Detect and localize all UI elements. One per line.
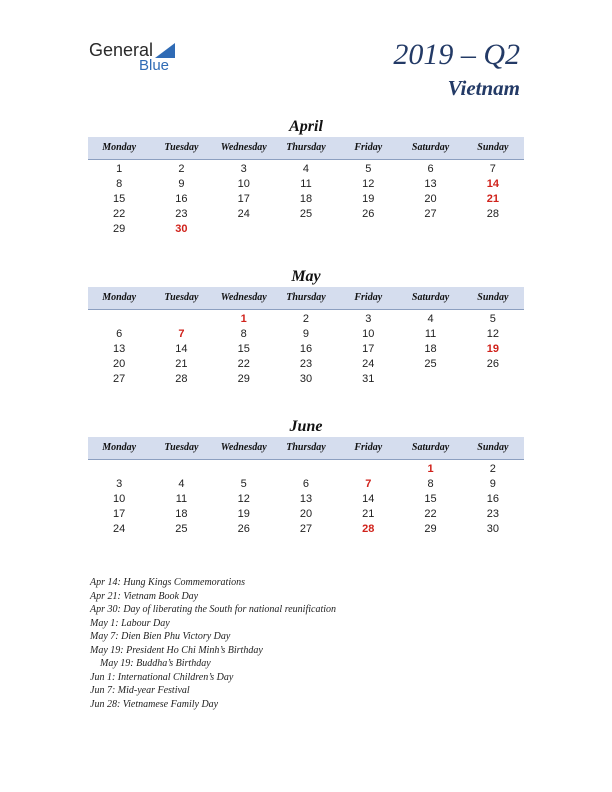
day-cell: 23 [175,208,188,220]
day-cell: 11 [424,328,437,340]
day-cell: 11 [300,178,312,190]
day-cell: 10 [362,328,375,340]
weekday-label: Tuesday [164,142,199,153]
week-row [88,312,524,327]
day-cell: 9 [178,178,185,190]
weekday-label: Saturday [411,142,450,153]
holiday-day-cell: 28 [362,523,375,535]
page-title: 2019 – Q2 [393,38,520,71]
month-title: April [289,118,323,135]
week-row [88,357,524,372]
day-cell: 3 [240,163,247,175]
day-cell: 27 [299,523,313,535]
day-cell: 13 [424,178,437,190]
day-cell [213,462,275,477]
weekday-label: Monday [102,292,137,303]
day-cell: 19 [237,508,250,520]
day-cell: 2 [302,313,310,325]
day-cell: 4 [178,478,185,490]
day-cell: 22 [113,208,126,220]
week-row [88,462,524,477]
holiday-day-cell: 21 [486,193,499,205]
day-cell [150,312,212,327]
week-row [88,327,524,342]
weekday-label: Friday [354,292,383,303]
week-row [88,342,524,357]
logo-triangle-icon [155,43,175,58]
page-subtitle: Vietnam [447,76,520,100]
holiday-day-cell: 1 [240,313,247,325]
holiday-note: Jun 7: Mid-year Festival [90,685,190,696]
weekday-label: Sunday [477,292,509,303]
week-row [88,522,524,537]
day-cell: 16 [299,343,313,355]
day-cell [337,222,399,237]
day-cell: 16 [175,193,188,205]
day-cell: 3 [365,313,372,325]
holiday-day-cell: 7 [178,328,185,340]
day-cell: 9 [302,328,310,340]
day-cell: 29 [424,523,437,535]
day-cell: 11 [175,493,188,505]
day-cell: 28 [486,208,499,220]
day-cell: 10 [237,178,250,190]
weekday-header-row [88,437,524,460]
day-cell [337,462,399,477]
holiday-day-cell: 7 [365,478,372,490]
holiday-note: May 7: Dien Bien Phu Victory Day [90,631,231,642]
holiday-day-cell: 30 [175,223,188,235]
day-cell: 6 [116,328,123,340]
holiday-note: May 19: Buddha’s Birthday [100,658,211,669]
day-cell: 26 [486,358,499,370]
day-cell: 13 [299,493,313,505]
holiday-note: Jun 1: International Children’s Day [90,671,234,683]
day-cell: 4 [427,313,434,325]
holiday-note: Apr 30: Day of liberating the South for national reunification [90,604,337,615]
day-cell: 15 [237,343,250,355]
day-cell: 29 [113,223,126,235]
day-cell: 20 [424,193,437,205]
day-cell [88,462,150,477]
week-row [88,192,524,207]
holiday-note: May 19: President Ho Chi Minh’s Birthday [90,644,263,656]
weekday-label: Sunday [477,142,509,153]
day-cell: 12 [362,178,375,190]
week-row [88,507,524,522]
weekday-label: Thursday [286,142,326,153]
month-june [88,417,524,537]
day-cell [275,222,337,237]
day-cell: 15 [113,193,126,205]
day-cell: 23 [486,508,499,520]
day-cell: 17 [362,343,375,355]
day-cell: 21 [175,358,188,370]
day-cell: 31 [362,373,375,385]
weekday-header-row [88,137,524,160]
day-cell: 3 [116,478,123,490]
day-cell [275,462,337,477]
day-cell: 24 [362,358,375,370]
day-cell: 13 [113,343,126,355]
day-cell [88,312,150,327]
weekday-label: Friday [354,142,383,153]
day-cell: 30 [299,373,313,385]
week-row [88,207,524,222]
day-cell [150,462,212,477]
day-cell [213,222,275,237]
day-cell: 16 [486,493,499,505]
day-cell: 26 [237,523,250,535]
day-cell: 27 [113,373,126,385]
day-cell: 18 [175,508,188,520]
holiday-day-cell: 19 [486,343,499,355]
weekday-label: Thursday [286,442,326,453]
weekday-header-row [88,287,524,310]
holiday-day-cell: 14 [486,178,499,190]
day-cell: 5 [240,478,247,490]
weekday-label: Wednesday [220,292,267,303]
day-cell: 25 [175,523,188,535]
holiday-day-cell: 1 [427,463,434,475]
week-row [88,177,524,192]
day-cell: 23 [299,358,313,370]
day-cell: 25 [299,208,313,220]
day-cell: 6 [427,163,434,175]
day-cell: 28 [175,373,188,385]
day-cell: 29 [237,373,250,385]
weekday-label: Tuesday [164,292,199,303]
day-cell: 18 [299,193,313,205]
weekday-label: Wednesday [220,442,267,453]
logo-blue-text: Blue [139,57,170,74]
weekday-label: Tuesday [164,442,199,453]
holiday-note: Apr 14: Hung Kings Commemorations [90,577,246,588]
day-cell: 8 [240,328,247,340]
day-cell: 22 [237,358,250,370]
weekday-label: Monday [102,142,137,153]
day-cell [462,372,524,387]
day-cell: 24 [237,208,250,220]
logo-general-text: General [89,40,154,60]
day-cell: 9 [489,478,496,490]
day-cell: 17 [113,508,126,520]
day-cell: 15 [424,493,437,505]
day-cell [462,222,524,237]
week-row [88,372,524,387]
month-may [88,267,524,387]
day-cell: 7 [489,163,496,175]
day-cell: 17 [237,193,250,205]
day-cell: 30 [486,523,499,535]
day-cell [399,222,461,237]
weekday-label: Monday [102,442,137,453]
day-cell: 20 [113,358,126,370]
day-cell: 22 [424,508,437,520]
month-title: June [289,418,323,435]
day-cell: 10 [113,493,126,505]
weekday-label: Saturday [411,442,450,453]
holiday-note: Jun 28: Vietnamese Family Day [90,698,219,710]
day-cell: 2 [178,163,185,175]
day-cell: 5 [489,313,496,325]
day-cell: 6 [302,478,310,490]
day-cell: 14 [362,493,375,505]
week-row [88,222,524,237]
day-cell: 25 [424,358,437,370]
day-cell: 12 [486,328,499,340]
day-cell: 5 [365,163,372,175]
week-row [88,492,524,507]
day-cell: 19 [362,193,375,205]
month-title: May [291,268,321,285]
day-cell: 24 [113,523,126,535]
day-cell: 21 [362,508,375,520]
month-april [88,117,524,237]
day-cell: 26 [362,208,375,220]
weekday-label: Wednesday [220,142,267,153]
day-cell: 2 [489,463,496,475]
week-row [88,162,524,177]
weekday-label: Thursday [286,292,326,303]
day-cell: 20 [299,508,313,520]
week-row [88,477,524,492]
holiday-notes [90,576,350,711]
day-cell: 1 [116,163,123,175]
day-cell: 27 [424,208,437,220]
day-cell: 18 [424,343,437,355]
day-cell: 12 [237,493,250,505]
weekday-label: Sunday [477,442,509,453]
weekday-label: Friday [354,442,383,453]
day-cell: 8 [427,478,434,490]
day-cell [399,372,461,387]
holiday-note: May 1: Labour Day [90,617,170,629]
day-cell: 14 [175,343,188,355]
holiday-note: Apr 21: Vietnam Book Day [90,590,199,602]
weekday-label: Saturday [411,292,450,303]
day-cell: 8 [116,178,123,190]
day-cell: 4 [302,163,310,175]
